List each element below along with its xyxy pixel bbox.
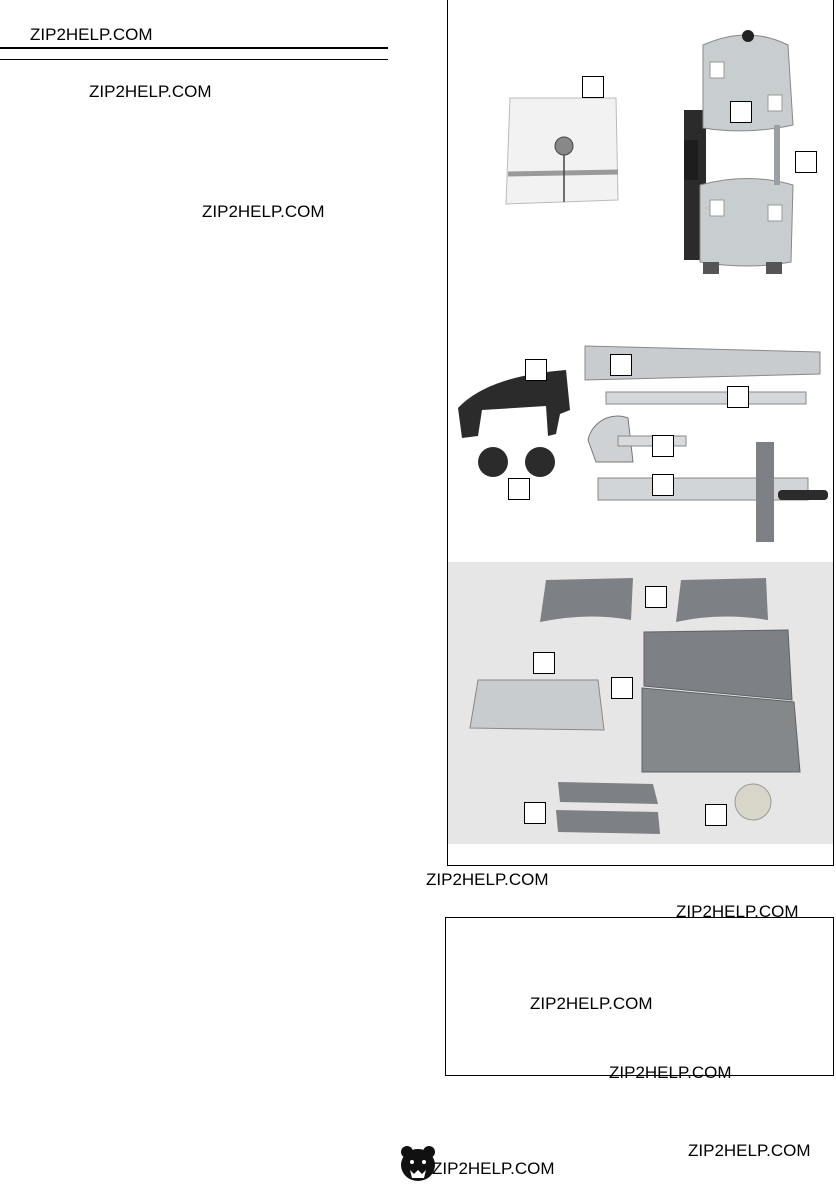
callout-box: [727, 386, 749, 408]
rear-rail: [606, 392, 806, 404]
callout-box: [652, 474, 674, 496]
header-rule-thick: [0, 47, 388, 49]
saw-label-3: [710, 200, 724, 216]
stand-parts-illustration: [448, 562, 833, 844]
trunnion-bracket: [458, 370, 570, 438]
saw-label-1: [710, 62, 724, 78]
saw-motor: [684, 140, 698, 180]
callout-box: [730, 101, 752, 123]
saw-foot-left: [703, 262, 719, 274]
stand-ears-left: [540, 578, 633, 622]
callout-box: [533, 652, 555, 674]
stand-brace-upper: [558, 782, 658, 804]
inventory-figure: [447, 0, 834, 866]
callout-box: [645, 586, 667, 608]
saw-label-2: [768, 95, 782, 111]
header-rule-thin: [0, 59, 388, 60]
header-watermark: ZIP2HELP.COM: [30, 25, 153, 44]
callout-box: [611, 677, 633, 699]
saw-tension-knob: [742, 30, 754, 42]
figure-panel-saw: [448, 0, 833, 330]
footer-watermark-center: ZIP2HELP.COM: [432, 1159, 555, 1178]
note-watermark-1: ZIP2HELP.COM: [530, 994, 653, 1013]
hardware-bag: [735, 784, 771, 820]
figure-watermark-2: ZIP2HELP.COM: [676, 902, 799, 921]
saw-foot-right: [766, 262, 782, 274]
saw-blade-guard: [774, 125, 780, 185]
stand-panel-lower: [642, 688, 800, 772]
fence-parts-illustration: [448, 330, 833, 562]
stand-brace-lower: [556, 810, 660, 834]
note-watermark-2: ZIP2HELP.COM: [609, 1063, 732, 1082]
body-watermark-1: ZIP2HELP.COM: [89, 82, 212, 101]
saw-lower-wheel-cover: [700, 179, 793, 267]
callout-box: [508, 478, 530, 500]
callout-box: [705, 804, 727, 826]
callout-box: [525, 359, 547, 381]
motor-mount-plate: [470, 680, 604, 730]
fence-body: [598, 478, 808, 500]
callout-box: [652, 435, 674, 457]
saw-and-table-illustration: [448, 0, 833, 330]
callout-box: [582, 76, 604, 98]
table-slot: [508, 172, 618, 174]
stand-ears-right: [676, 578, 768, 622]
figure-watermark-1: ZIP2HELP.COM: [426, 870, 549, 889]
callout-box: [795, 151, 817, 173]
body-watermark-2: ZIP2HELP.COM: [202, 202, 325, 221]
knob-left: [478, 447, 508, 477]
figure-panel-fence: [448, 330, 833, 562]
saw-label-4: [768, 205, 782, 221]
callout-box: [524, 802, 546, 824]
knob-right: [525, 447, 555, 477]
figure-panel-stand: [448, 562, 833, 844]
fence-handle-post: [756, 442, 774, 542]
table-insert: [555, 137, 573, 155]
stand-panel-upper: [644, 630, 792, 700]
fence-lock-handle: [778, 490, 828, 500]
callout-box: [610, 354, 632, 376]
footer-watermark-right: ZIP2HELP.COM: [688, 1141, 811, 1160]
